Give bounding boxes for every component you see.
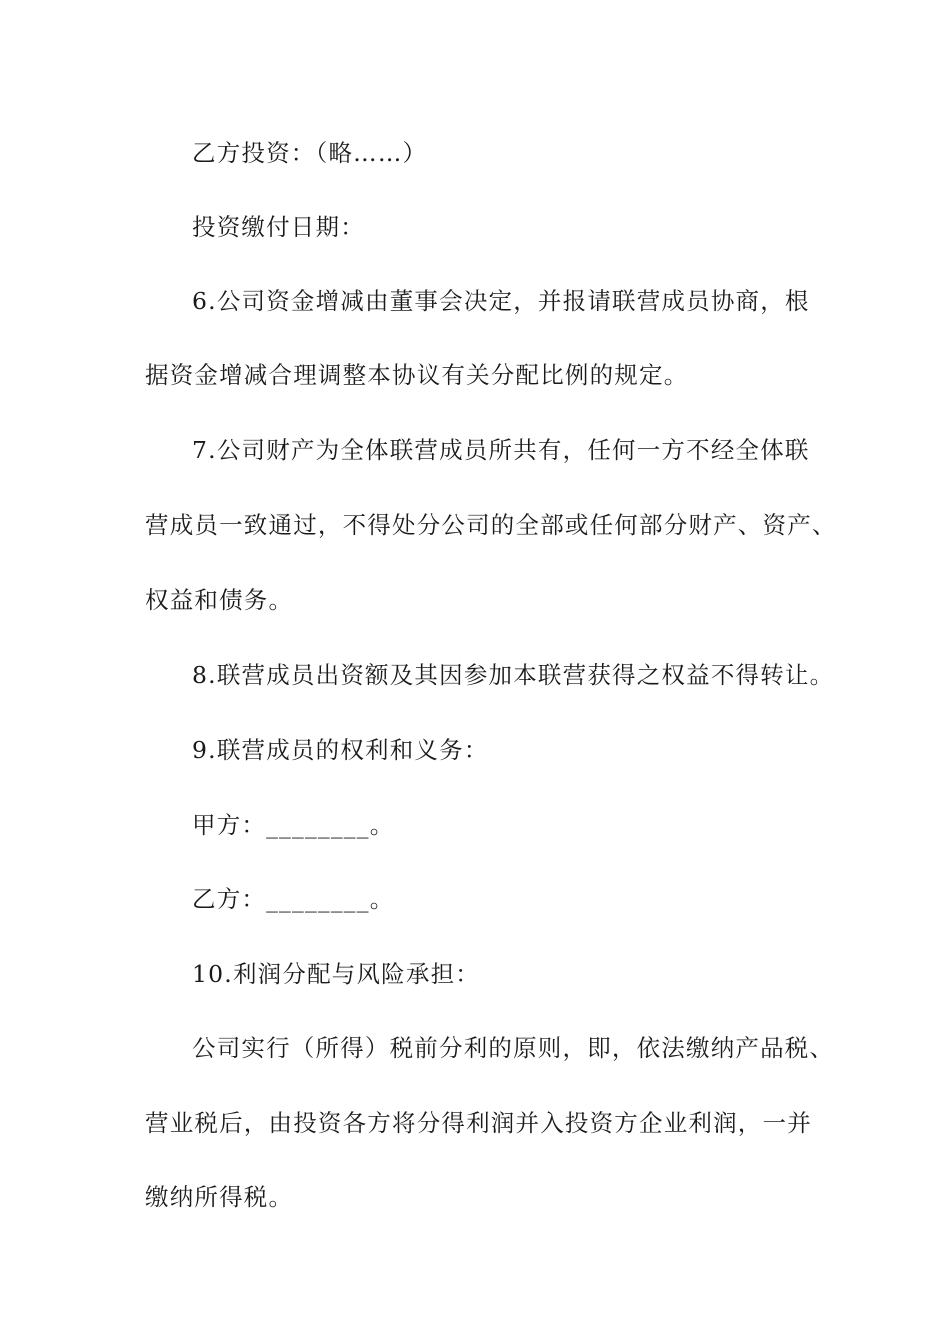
para-clause-6-line-2: 据资金增减合理调整本协议有关分配比例的规定。 xyxy=(145,361,689,389)
para-clause-9: 9.联营成员的权利和义务： xyxy=(192,736,489,764)
para-clause-7-line-1: 7.公司财产为全体联营成员所共有，任何一方不经全体联 xyxy=(192,436,810,464)
para-profit-line-3: 缴纳所得税。 xyxy=(145,1183,294,1211)
para-party-a-rights: 甲方：________。 xyxy=(192,811,395,839)
para-clause-10: 10.利润分配与风险承担： xyxy=(192,960,480,988)
para-clause-8: 8.联营成员出资额及其因参加本联营获得之权益不得转让。 xyxy=(192,661,835,689)
para-party-b-investment: 乙方投资：（略……） xyxy=(192,139,428,167)
para-clause-6-line-1: 6.公司资金增减由董事会决定，并报请联营成员协商，根 xyxy=(192,287,810,315)
para-party-b-rights: 乙方：________。 xyxy=(192,885,395,913)
para-payment-date: 投资缴付日期： xyxy=(192,213,365,241)
para-clause-7-line-3: 权益和债务。 xyxy=(145,586,294,614)
para-profit-line-1: 公司实行（所得）税前分利的原则，即，依法缴纳产品税、 xyxy=(192,1034,835,1062)
para-profit-line-2: 营业税后，由投资各方将分得利润并入投资方企业利润，一并 xyxy=(145,1109,812,1137)
para-clause-7-line-2: 营成员一致通过，不得处分公司的全部或任何部分财产、资产、 xyxy=(145,511,837,539)
